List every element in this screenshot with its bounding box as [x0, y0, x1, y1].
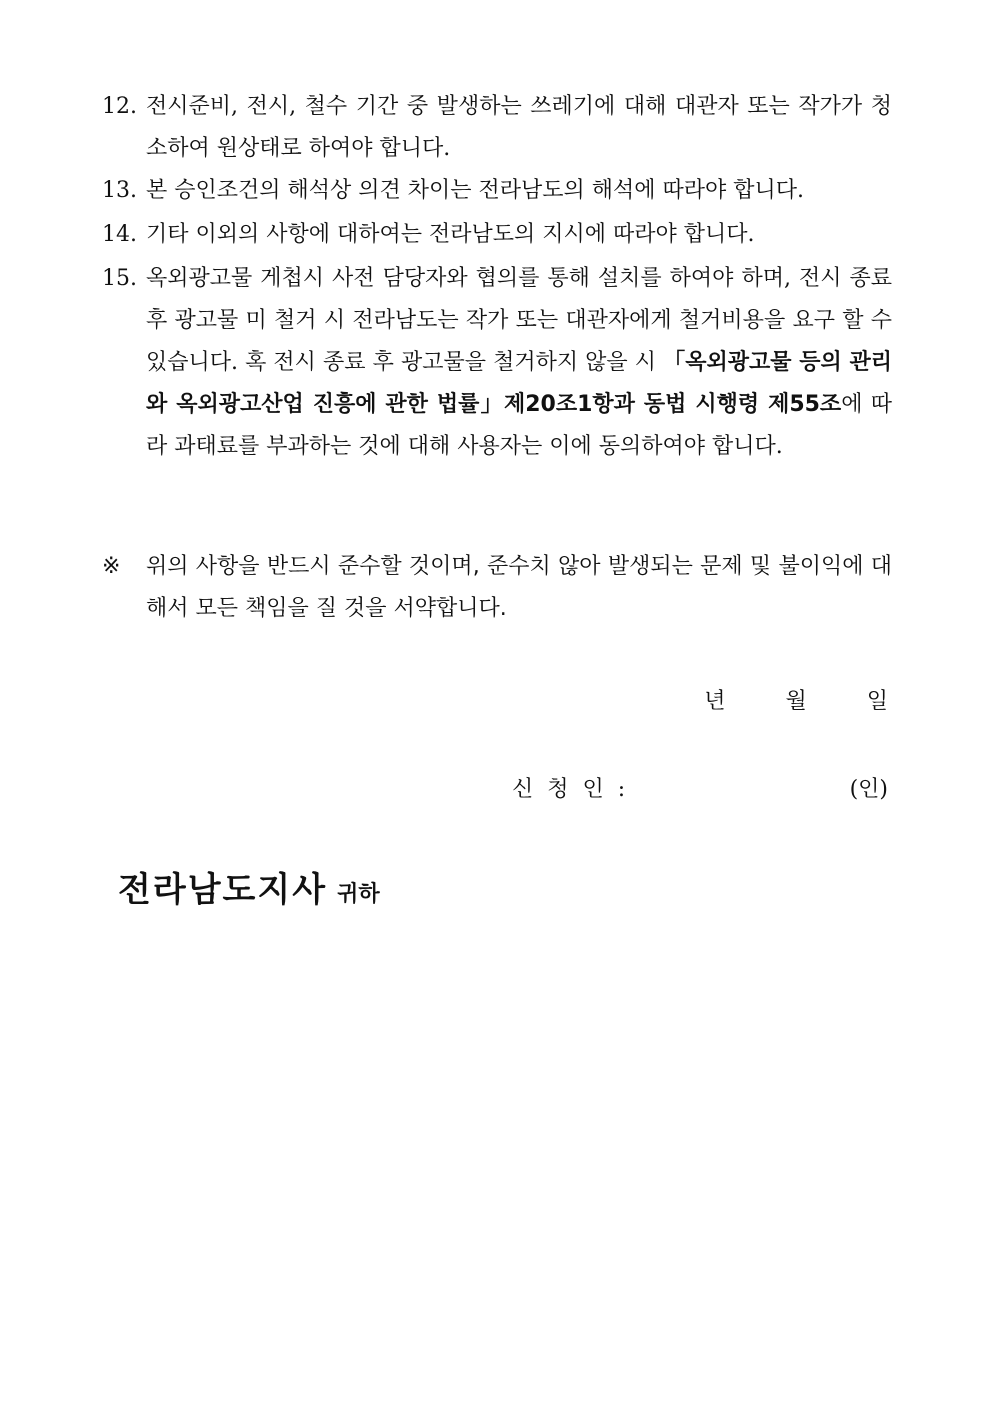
clause-text-part-b: 에 따라 과태료를 부과하는 것에 대해 사용자는 이에 동의하여야 합니다. — [146, 392, 892, 459]
day-label: 일 — [866, 689, 888, 714]
clause-text: 전시준비, 전시, 철수 기간 중 발생하는 쓰레기에 대해 대관자 또는 작가가 청소하여 원상태로 하여야 합니다. — [146, 94, 892, 161]
applicant-line — [512, 770, 888, 810]
date-line — [704, 682, 888, 722]
year-label: 년 — [704, 689, 726, 714]
seal-mark: (인) — [849, 777, 888, 802]
clause-text: 본 승인조건의 해석상 의견 차이는 전라남도의 해석에 따라야 합니다. — [146, 178, 804, 203]
addressee-name: 전라남도지사 — [118, 870, 328, 910]
clause-14 — [102, 214, 892, 256]
clause-number: 15. — [102, 266, 137, 291]
clause-number: 14. — [102, 222, 137, 247]
clause-number: 12. — [102, 94, 137, 119]
pledge-text: 위의 사항을 반드시 준수할 것이며, 준수치 않아 발생되는 문제 및 불이익에 대해서 모든 책임을 질 것을 서약합니다. — [146, 554, 892, 621]
clause-text: 기타 이외의 사항에 대하여는 전라남도의 지시에 따라야 합니다. — [146, 222, 755, 247]
clause-12 — [102, 86, 892, 170]
clause-text-part-a: 옥외광고물 게첩시 사전 담당자와 협의를 통해 설치를 하여야 하며, 전시 종료 후 광고물 미 철거 시 전라남도는 작가 또는 대관자에게 철거비용을 요구 할 수 있습니다. 혹 전시 종료 후 광고물을 철거하지 않을 시 — [146, 266, 892, 375]
clause-text — [146, 258, 892, 468]
month-label: 월 — [785, 689, 807, 714]
reference-mark: ※ — [102, 554, 121, 579]
pledge-note — [102, 546, 892, 630]
law-reference: 「옥외광고물 등의 관리와 옥외광고산업 진흥에 관한 법률」제20조1항과 동법 시행령 제55조 — [146, 350, 892, 417]
applicant-label: 신청인: — [512, 777, 640, 802]
clause-number: 13. — [102, 178, 137, 203]
clause-13 — [102, 170, 892, 212]
addressee — [118, 862, 380, 911]
addressee-suffix: 귀하 — [337, 882, 380, 907]
clause-15 — [102, 258, 892, 468]
